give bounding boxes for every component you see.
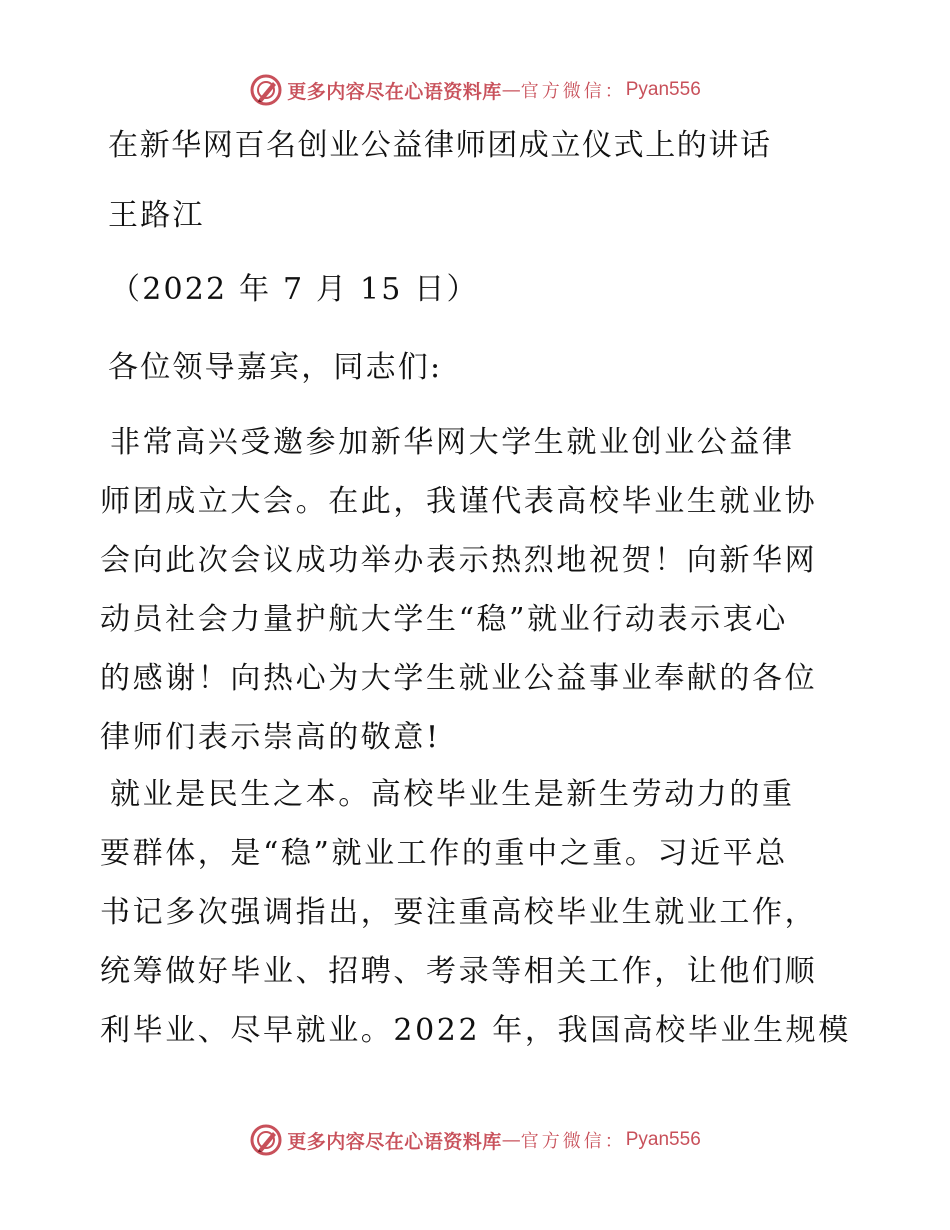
paragraph-line: 非常高兴受邀参加新华网大学生就业创业公益律 <box>110 425 795 460</box>
document-date: （2022 年 7 月 15 日） <box>110 272 479 307</box>
paragraph-line: 就业是民生之本。高校毕业生是新生劳动力的重 <box>110 777 795 812</box>
paragraph-line: 的感谢！向热心为大学生就业公益事业奉献的各位 <box>100 661 818 696</box>
watermark-text: 更多内容尽在心语资料库 <box>287 80 502 103</box>
paragraph-2 <box>100 765 860 1060</box>
paragraph-line: 律师们表示崇高的敬意! <box>100 720 441 755</box>
watermark-wechat-id: Pyan556 <box>625 79 701 100</box>
watermark-dash: — <box>501 1129 521 1151</box>
watermark-dash: — <box>501 79 521 101</box>
paragraph-line: 书记多次强调指出，要注重高校毕业生就业工作， <box>100 895 818 930</box>
paragraph-line: 统筹做好毕业、招聘、考录等相关工作，让他们顺 <box>100 954 818 989</box>
watermark-wechat-id: Pyan556 <box>625 1129 701 1150</box>
watermark-wechat-label: 官方微信： <box>520 81 626 102</box>
paragraph-line: 会向此次会议成功举办表示热烈地祝贺！向新华网 <box>100 543 818 578</box>
paragraph-1 <box>100 413 860 767</box>
watermark-text: 更多内容尽在心语资料库 <box>287 1130 502 1153</box>
pen-logo-icon <box>249 73 283 107</box>
paragraph-line: 师团成立大会。在此，我谨代表高校毕业生就业协 <box>100 484 818 519</box>
footer-watermark <box>0 1120 950 1160</box>
paragraph-line: 动员社会力量护航大学生“稳”就业行动表示衷心 <box>100 602 788 637</box>
header-watermark <box>0 70 950 110</box>
document-title: 在新华网百名创业公益律师团成立仪式上的讲话 <box>108 128 772 163</box>
paragraph-line: 要群体，是“稳”就业工作的重中之重。习近平总 <box>100 836 788 871</box>
document-author: 王路江 <box>108 198 205 233</box>
watermark-wechat-label: 官方微信： <box>520 1131 626 1152</box>
pen-logo-icon <box>249 1123 283 1157</box>
document-greeting: 各位领导嘉宾，同志们: <box>108 350 443 385</box>
paragraph-line: 利毕业、尽早就业。2022 年，我国高校毕业生规模 <box>100 1013 851 1048</box>
